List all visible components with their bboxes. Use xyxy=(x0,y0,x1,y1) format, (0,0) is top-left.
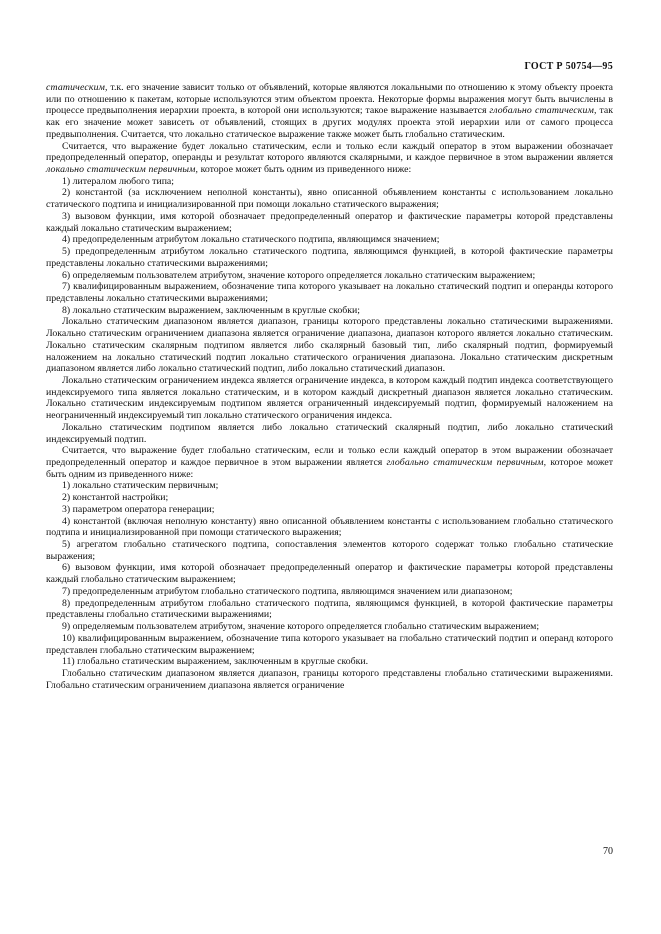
document-header: ГОСТ Р 50754—95 xyxy=(524,61,613,72)
paragraph xyxy=(46,668,613,691)
text-segment: 2) константой (за исключением неполной константы), явно описанной объявлением константы с использованием локально статического подтипа и инициализированной при помощи локально статического выражения; xyxy=(46,187,613,211)
text-segment: Локально статическим подтипом является либо локально статический скалярный подтип, либо локально статический индексируемый подтип. xyxy=(46,421,613,445)
paragraph xyxy=(46,211,613,234)
text-segment: 5) предопределенным атрибутом локально статического подтипа, являющимся функцией, в которой фактические параметры представлены локально статическими выражениями; xyxy=(46,246,613,269)
text-segment: 4) предопределенным атрибутом локально статического подтипа, являющимся значением; xyxy=(62,234,440,246)
paragraph xyxy=(46,82,613,141)
paragraph xyxy=(46,492,613,504)
text-segment: 11) глобально статическим выражением, заключенным в круглые скобки. xyxy=(62,656,369,668)
paragraph xyxy=(46,281,613,304)
paragraph xyxy=(46,375,613,422)
text-segment: 1) литералом любого типа; xyxy=(62,175,175,187)
italic-term: глобально статическим первичным, xyxy=(386,457,547,468)
paragraph xyxy=(46,422,613,445)
italic-term: локально статическим первичным, xyxy=(46,164,199,176)
paragraph xyxy=(46,539,613,562)
text-segment: 10) квалифицированным выражением, обозначение типа которого указывает на глобально статический подтип и операнд которого представлен глобально статическим выражением; xyxy=(46,632,613,656)
text-segment: 6) вызовом функции, имя которой обозначает предопределенный оператор и фактические параметры которой представлены каждый глобально статическим выражением; xyxy=(46,562,613,586)
paragraph xyxy=(46,270,613,282)
paragraph xyxy=(46,176,613,188)
paragraph xyxy=(46,504,613,516)
text-segment: Локально статическим диапазоном является диапазон, границы которого представлены локально статическими выражениями. Локально статическим ограничением диапазона является ограничение диапазона, диапазон которого является локально статическим. Локально статическим скалярным подтипом является либо скалярный базовый тип, либо скалярный подтип, формируемый наложением на локально статический подтип локально статического ограничения диапазона. Локально статическим дискретным диапазоном является либо локально статический подтип, либо локально статический диапазон. xyxy=(46,316,613,375)
text-segment: 3) вызовом функции, имя которой обозначает предопределенный оператор и фактические параметры которой представлены каждый локально статическим выражением; xyxy=(46,210,613,234)
text-segment: так как его значение может зависеть от объявлений, стоящих в других модулях проекта этой иерархии или от самого процесса предвыполнения. Считается, что локально статическое выражение также может быть глобально статическим. xyxy=(46,105,613,140)
italic-term: глобально статическим, xyxy=(489,105,597,117)
text-segment: 9) определяемым пользователем атрибутом, значение которого определяется глобально статическим выражением; xyxy=(62,621,540,633)
paragraph xyxy=(46,187,613,210)
paragraph xyxy=(46,516,613,539)
text-segment: 1) локально статическим первичным; xyxy=(62,480,219,492)
text-segment: 2) константой настройки; xyxy=(62,492,169,504)
italic-term: статическим, xyxy=(46,82,108,93)
paragraph xyxy=(46,621,613,633)
text-segment: Считается, что выражение будет локально статическим, если и только если каждый оператор в этом выражении обозначает предопределенный оператор, операнды и результат которого являются скалярными, и каждое первичное в этом выражении является xyxy=(46,140,613,164)
paragraph xyxy=(46,656,613,668)
paragraph xyxy=(46,598,613,621)
text-segment: Локально статическим ограничением индекса является ограничение индекса, в котором каждый подтип индекса соответствующего индексируемого типа является локально статическим, и в котором каждый дискретный диапазон является локально статическим. Локально статическим индексируемым подтипом является ограниченный индексируемый подтип, формируемый наложением на неограниченный индексируемый тип локально статического ограничения индекса. xyxy=(46,374,613,422)
text-segment: 8) предопределенным атрибутом глобально статического подтипа, являющимся функцией, в которой фактические параметры представлены глобально статическими выражениями; xyxy=(46,597,613,621)
document-body xyxy=(46,82,613,691)
page-number: 70 xyxy=(603,846,613,857)
text-segment: 5) агрегатом глобально статического подтипа, сопоставления элементов которого содержат только глобально статические выражения; xyxy=(46,539,613,562)
paragraph xyxy=(46,586,613,598)
text-segment: 4) константой (включая неполную константу) явно описанной объявлением константы с использованием глобально статического подтипа и инициализированной при помощи статического выражения; xyxy=(46,515,613,539)
text-segment: 3) параметром оператора генерации; xyxy=(62,503,215,515)
paragraph xyxy=(46,305,613,317)
paragraph xyxy=(46,633,613,656)
text-segment: 8) локально статическим выражением, заключенным в круглые скобки; xyxy=(62,304,360,316)
paragraph xyxy=(46,141,613,176)
text-segment: которое может быть одним из приведенного ниже: xyxy=(198,164,412,176)
paragraph xyxy=(46,445,613,480)
text-segment: 7) предопределенным атрибутом глобально статического подтипа, являющимся значением или диапазоном; xyxy=(62,585,513,597)
paragraph xyxy=(46,234,613,246)
paragraph xyxy=(46,480,613,492)
paragraph xyxy=(46,562,613,585)
paragraph xyxy=(46,316,613,375)
text-segment: 7) квалифицированным выражением, обозначение типа которого указывает на локально статический подтип и операнды которого представлены локально статическими выражениями; xyxy=(46,281,613,304)
text-segment: т.к. его значение зависит только от объявлений, которые являются локальными по отношению к этому объекту проекта или по отношению к пакетам, которые используются этим объектом проекта. Некоторые формы выражения могут быть вычислены в процессе предвыполнения иерархии проекта, в которой они используются; такое выражение называется xyxy=(46,82,613,117)
text-segment: Считается, что выражение будет глобально статическим, если и только если каждый оператор в этом выражении обозначает предопределенный оператор и каждое первичное в этом выражении является xyxy=(46,445,613,468)
paragraph xyxy=(46,246,613,269)
text-segment: 6) определяемым пользователем атрибутом, значение которого определяется локально статическим выражением; xyxy=(62,269,536,281)
text-segment: которое может быть одним из приведенного ниже: xyxy=(46,457,614,480)
text-segment: Глобально статическим диапазоном является диапазон, границы которого представлены глобально статическими выражениями. Глобально статическим ограничением диапазона является ограничение xyxy=(46,667,613,691)
